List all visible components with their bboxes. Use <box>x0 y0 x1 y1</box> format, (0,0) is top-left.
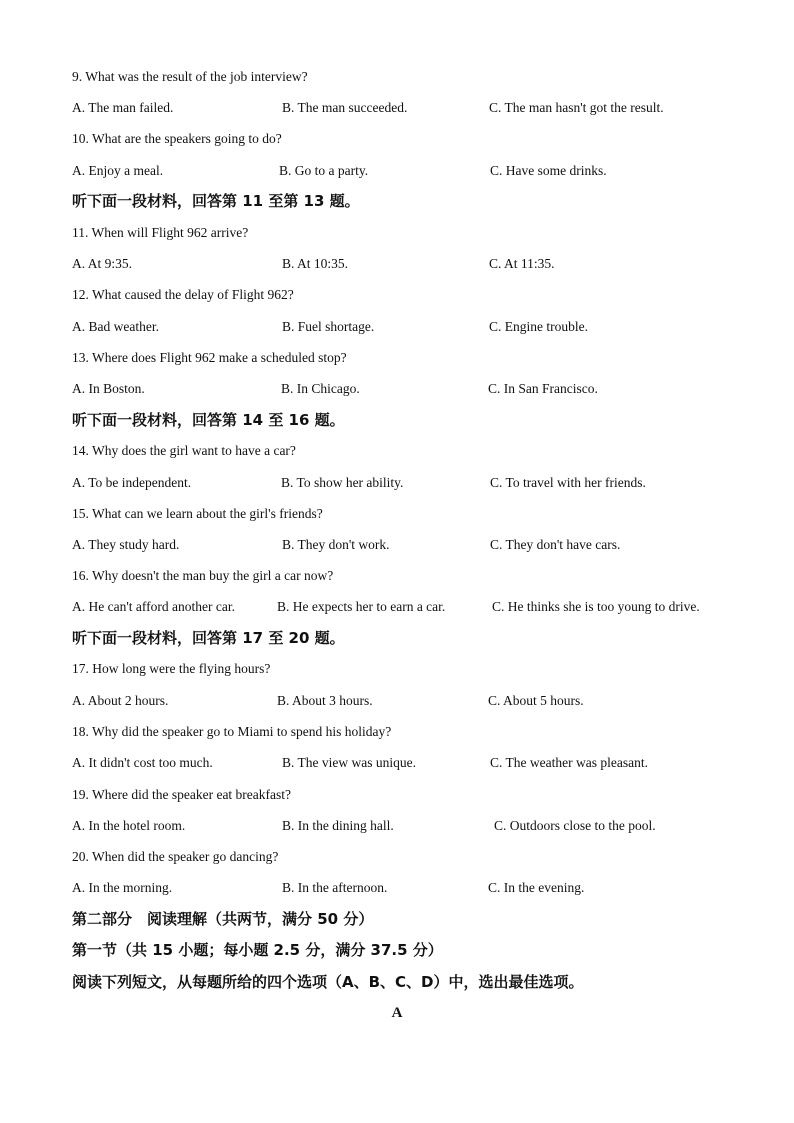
part-two-title: 第二部分 阅读理解（共两节，满分 50 分） <box>72 910 374 928</box>
question-9: 9. What was the result of the job interview? <box>72 69 308 84</box>
question-13: 13. Where does Flight 962 make a scheduled stop? <box>72 350 347 365</box>
question-17: 17. How long were the flying hours? <box>72 661 271 676</box>
q20-option-c: C. In the evening. <box>488 880 585 895</box>
q16-option-b: B. He expects her to earn a car. <box>277 599 446 614</box>
q13-option-c: C. In San Francisco. <box>488 381 598 396</box>
section-heading-11-13: 听下面一段材料，回答第 11 至第 13 题。 <box>72 192 360 210</box>
q11-option-b: B. At 10:35. <box>282 256 349 271</box>
q10-option-c: C. Have some drinks. <box>490 163 607 178</box>
q16-option-a: A. He can't afford another car. <box>72 599 235 614</box>
q20-option-b: B. In the afternoon. <box>282 880 388 895</box>
q18-option-c: C. The weather was pleasant. <box>490 755 648 770</box>
q16-option-c: C. He thinks she is too young to drive. <box>492 599 700 614</box>
q18-option-a: A. It didn't cost too much. <box>72 755 213 770</box>
q10-option-a: A. Enjoy a meal. <box>72 163 164 178</box>
q9-option-c: C. The man hasn't got the result. <box>489 100 664 115</box>
question-18: 18. Why did the speaker go to Miami to spend his holiday? <box>72 724 392 739</box>
q17-option-b: B. About 3 hours. <box>277 693 373 708</box>
question-16: 16. Why doesn't the man buy the girl a car now? <box>72 568 334 583</box>
q17-option-a: A. About 2 hours. <box>72 693 169 708</box>
q14-option-c: C. To travel with her friends. <box>490 475 646 490</box>
question-19: 19. Where did the speaker eat breakfast? <box>72 787 292 802</box>
q12-option-c: C. Engine trouble. <box>489 319 588 334</box>
passage-label: A <box>391 1005 403 1021</box>
question-10: 10. What are the speakers going to do? <box>72 131 282 146</box>
q9-option-a: A. The man failed. <box>72 100 174 115</box>
q9-option-b: B. The man succeeded. <box>282 100 408 115</box>
question-11: 11. When will Flight 962 arrive? <box>72 225 249 240</box>
question-14: 14. Why does the girl want to have a car? <box>72 443 296 458</box>
q10-option-b: B. Go to a party. <box>279 163 369 178</box>
q15-option-c: C. They don't have cars. <box>490 537 621 552</box>
question-20: 20. When did the speaker go dancing? <box>72 849 279 864</box>
q19-option-b: B. In the dining hall. <box>282 818 394 833</box>
q14-option-a: A. To be independent. <box>72 475 192 490</box>
q13-option-a: A. In Boston. <box>72 381 145 396</box>
reading-instructions: 阅读下列短文，从每题所给的四个选项（A、B、C、D）中，选出最佳选项。 <box>72 973 584 991</box>
q19-option-a: A. In the hotel room. <box>72 818 186 833</box>
question-15: 15. What can we learn about the girl's friends? <box>72 506 323 521</box>
q15-option-a: A. They study hard. <box>72 537 180 552</box>
q13-option-b: B. In Chicago. <box>281 381 360 396</box>
q14-option-b: B. To show her ability. <box>281 475 404 490</box>
q17-option-c: C. About 5 hours. <box>488 693 584 708</box>
q20-option-a: A. In the morning. <box>72 880 173 895</box>
question-12: 12. What caused the delay of Flight 962? <box>72 287 294 302</box>
q12-option-b: B. Fuel shortage. <box>282 319 375 334</box>
q11-option-c: C. At 11:35. <box>489 256 555 271</box>
section-one-title: 第一节（共 15 小题；每小题 2.5 分，满分 37.5 分） <box>72 941 443 959</box>
q11-option-a: A. At 9:35. <box>72 256 133 271</box>
q15-option-b: B. They don't work. <box>282 537 390 552</box>
section-heading-17-20: 听下面一段材料，回答第 17 至 20 题。 <box>72 629 345 647</box>
q12-option-a: A. Bad weather. <box>72 319 159 334</box>
section-heading-14-16: 听下面一段材料，回答第 14 至 16 题。 <box>72 411 345 429</box>
q18-option-b: B. The view was unique. <box>282 755 416 770</box>
q19-option-c: C. Outdoors close to the pool. <box>494 818 656 833</box>
